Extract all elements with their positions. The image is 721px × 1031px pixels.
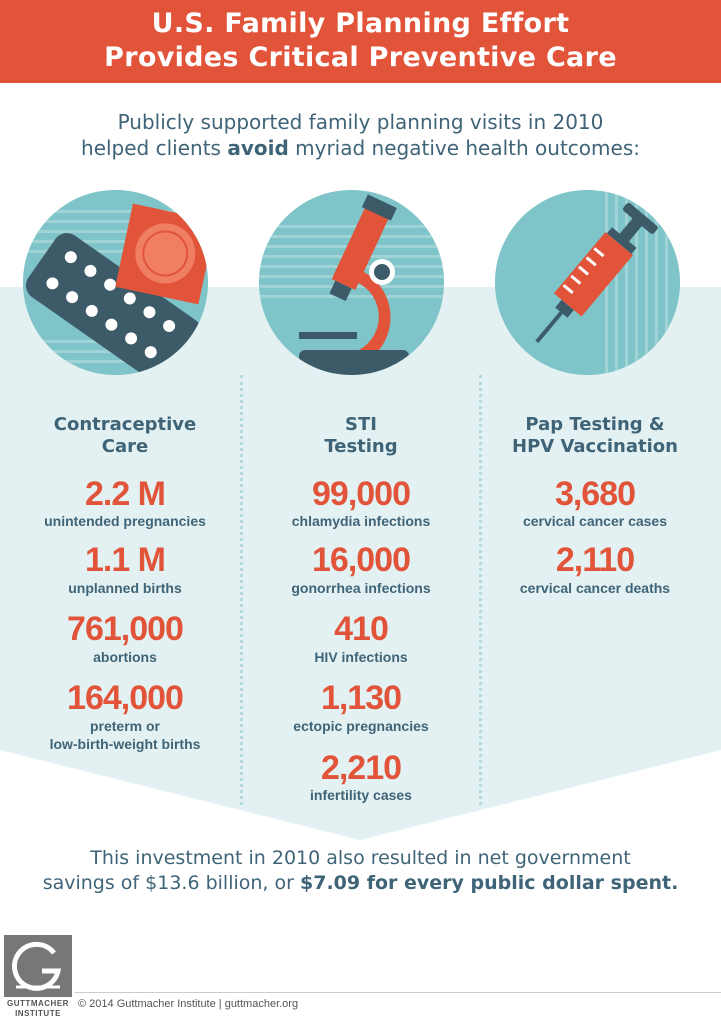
pap-hpv-heading: Pap Testing & HPV Vaccination	[512, 414, 678, 457]
contraceptive-care-heading: Contraceptive Care	[53, 414, 197, 457]
contraceptive-pills-icon	[23, 190, 208, 375]
stat-label: abortions	[93, 649, 157, 665]
title-line-1: U.S. Family Planning Effort	[151, 8, 570, 39]
stat-value: 2.2 M	[84, 475, 166, 513]
stat-label: HIV infections	[314, 649, 408, 665]
stat-label: cervical cancer deaths	[519, 580, 671, 596]
stat-label: unintended pregnancies	[44, 513, 206, 529]
syringe-icon	[495, 190, 680, 375]
stat-label: chlamydia infections	[291, 513, 431, 529]
stat-value: 410	[334, 610, 388, 648]
stat-label: preterm or	[89, 718, 161, 734]
stat-value: 761,000	[67, 610, 183, 648]
savings-line-1: This investment in 2010 also resulted in net government	[90, 847, 631, 869]
footer-credit: © 2014 Guttmacher Institute | guttmacher.org	[78, 998, 299, 1010]
stat-value: 16,000	[312, 541, 410, 579]
logo-subname: INSTITUTE	[15, 1009, 61, 1018]
subtitle-line-1: Publicly supported family planning visits in 2010	[117, 110, 604, 134]
sti-testing-heading: STI Testing	[324, 414, 398, 457]
stat-value: 3,680	[554, 475, 636, 513]
stat-label: gonorrhea infections	[291, 580, 431, 596]
stat-value: 1.1 M	[84, 541, 166, 579]
savings-line-2: savings of $13.6 billion, or $7.09 for every public dollar spent.	[42, 872, 679, 894]
title-line-2: Provides Critical Preventive Care	[104, 42, 617, 73]
logo-name: GUTTMACHER	[7, 999, 69, 1008]
stat-value: 1,130	[320, 679, 402, 717]
stat-label: cervical cancer cases	[522, 513, 667, 529]
stat-label: infertility cases	[310, 787, 412, 803]
stat-value: 2,210	[320, 749, 402, 787]
stat-label: ectopic pregnancies	[293, 718, 429, 734]
stat-value: 2,110	[555, 541, 635, 579]
stat-label: low-birth-weight births	[49, 736, 201, 752]
stat-value: 99,000	[312, 475, 410, 513]
footer-divider	[75, 992, 721, 993]
stat-value: 164,000	[67, 679, 183, 717]
stat-label: unplanned births	[68, 580, 182, 596]
subtitle-line-2: helped clients avoid myriad negative health outcomes:	[81, 136, 640, 160]
microscope-icon	[259, 190, 444, 375]
